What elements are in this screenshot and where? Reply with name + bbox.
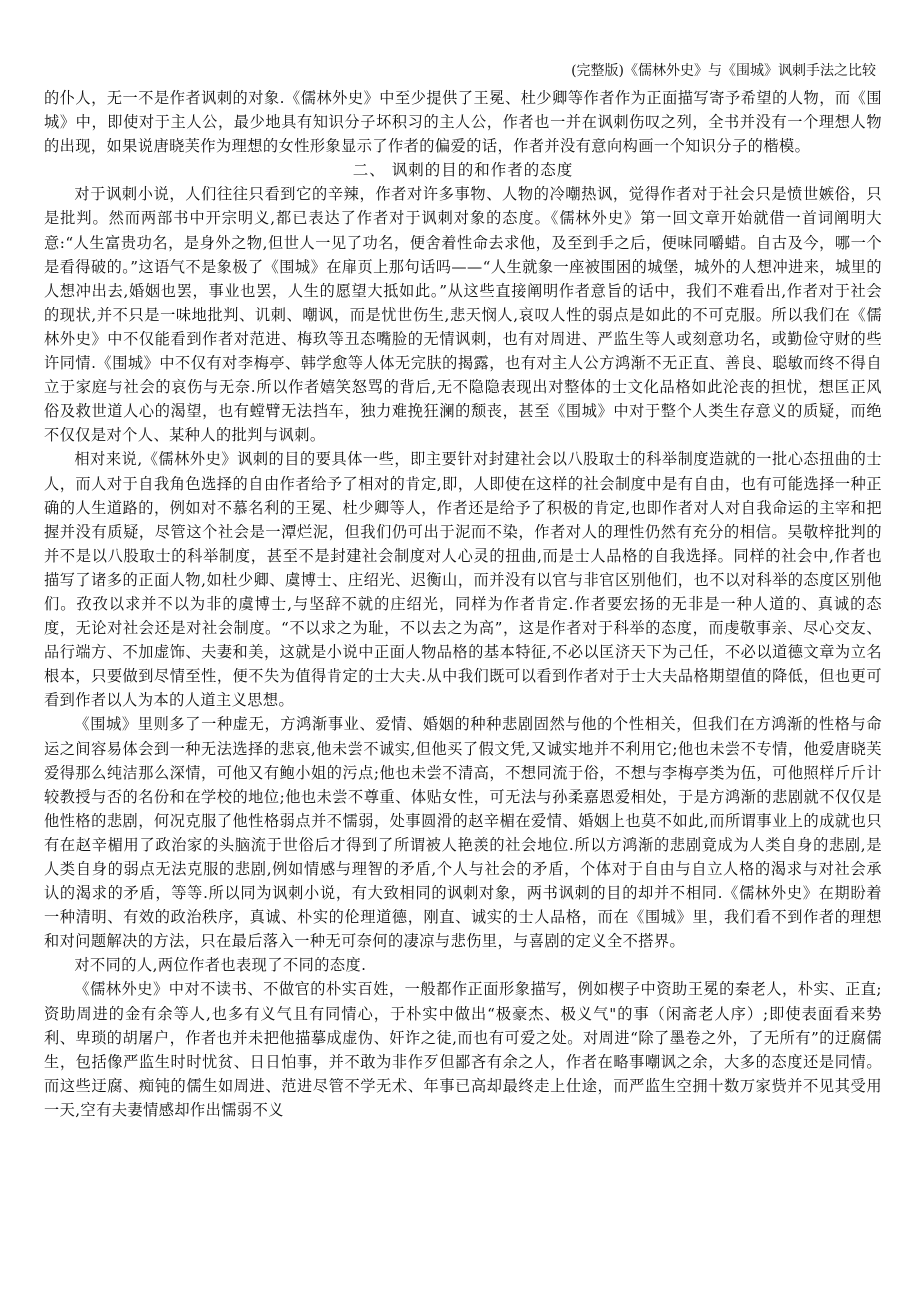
running-header: (完整版)《儒林外史》与《围城》讽刺手法之比较 — [571, 63, 876, 79]
paragraph: 《围城》里则多了一种虚无，方鸿渐事业、爱情、婚姻的种种悲剧固然与他的个性相关，但我们在方鸿渐的性格与命运之间容易体会到一种无法选择的悲哀,他未尝不诚实,但他买了假文凭,又诚实地并不利用它;他也未尝不专情，他爱唐晓芙爱得那么纯洁那么深情，可他又有鲍小姐的污点;他也未尝不清高，不想同流于俗，不想与李梅亭类为伍，可他照样斤斤计较教授与否的名份和在学校的地位;他也未尝不尊重、体贴女性，可无法与孙柔嘉恩爱相处，于是方鸿渐的悲剧就不仅仅是他性格的悲剧，何况克服了他性格弱点并不懦弱，处事圆滑的赵辛楣在爱情、婚姻上也莫不如此,而所谓事业上的成就也只有在赵辛楣用了政治家的头脑流于世俗后才得到了所谓被人艳羡的社会地位.所以方鸿渐的悲剧竟成为人类自身的悲剧,是人类自身的弱点无法克服的悲剧,例如情感与理智的矛盾,个人与社会的矛盾，个体对于自由与自立人格的渴求与对社会承认的渴求的矛盾，等等.所以同为讽刺小说，有大致相同的讽刺对象，两书讽刺的目的却并不相同.《儒林外史》在期盼着一种清明、有效的政治秩序，真诚、朴实的伦理道德，刚直、诚实的士人品格，而在《围城》里，我们看不到作者的理想和对问题解决的方法，只在最后落入一种无可奈何的凄凉与悲伤里，与喜剧的定义全不搭界。 — [44, 715, 882, 951]
paragraph: 对于讽刺小说，人们往往只看到它的辛辣，作者对许多事物、人物的冷嘲热讽，觉得作者对于社会只是愤世嫉俗，只是批判。然而两部书中开宗明义,都已表达了作者对于讽刺对象的态度。《儒林外史》第一回文章开始就借一首词阐明大意:“人生富贵功名，是身外之物,但世人一见了功名，便舍着性命去求他，及至到手之后，便味同嚼蜡。自古及今，哪一个是看得破的。”这语气不是象极了《围城》在扉页上那句话吗——“人生就象一座被围困的城堡，城外的人想冲进来，城里的人想冲出去,婚姻也罢，事业也罢，人生的愿望大抵如此。”从这些直接阐明作者意旨的话中，我们不难看出,作者对于社会的现状,并不只是一味地批判、讥刺、嘲讽，而是忧世伤生,悲天悯人,哀叹人性的弱点是如此的不可克服。所以我们在《儒林外史》中不仅能看到作者对范进、梅玖等丑态嘴脸的无情讽刺，也有对周进、严监生等人或刻意功名，或勤俭守财的些许同情.《围城》中不仅有对李梅亭、韩学愈等人体无完肤的揭露，也有对主人公方鸿渐不无正直、善良、聪敏而终不得自立于家庭与社会的哀伤与无奈.所以作者嬉笑怒骂的背后,无不隐隐表现出对整体的士文化品格如此沦丧的担忧，想匡正风俗及救世道人心的渴望，也有螳臂无法挡车，独力难挽狂澜的颓丧，甚至《围城》中对于整个人类生存意义的质疑，而绝不仅仅是对个人、某种人的批判与讽刺。 — [44, 185, 882, 445]
paragraph: 《儒林外史》中对不读书、不做官的朴实百姓，一般都作正面形象描写，例如楔子中资助王冕的秦老人，朴实、正直;资助周进的金有余等人,也多有义气且有同情心，于朴实中做出“极豪杰、极义气"的事（闲斋老人序）;即使表面看来势利、卑琐的胡屠户，作者也并未把他描摹成虚伪、奸诈之徒,而也有可爱之处。对周进“除了墨卷之外，了无所有”的迂腐儒生，包括像严监生时时忧贫、日日怕事，并不敢为非作歹但鄙吝有余之人，作者在略事嘲讽之余，大多的态度还是同情。而这些迂腐、痴钝的儒生如周进、范进尽管不学无术、年事已高却最终走上仕途，而严监生空拥十数万家赀并不见其受用一天,空有夫妻情感却作出懦弱不义 — [44, 980, 882, 1119]
paragraph-continued: 的仆人，无一不是作者讽刺的对象.《儒林外史》中至少提供了王冕、杜少卿等作者作为正面描写寄予希望的人物，而《围城》中，即使对于主人公，最少地具有知识分子坏积习的主人公，作者也一并在讽刺伤叹之列，全书并没有一个理想人物的出现，如果说唐晓芙作为理想的女性形象显示了作者的偏爱的话，作者并没有意向构画一个知识分子的楷模。 — [44, 89, 882, 156]
paragraph: 相对来说,《儒林外史》讽刺的目的要具体一些，即主要针对封建社会以八股取士的科举制度造就的一批心态扭曲的士人，而人对于自我角色选择的自由作者给予了相对的肯定,即，人即使在这样的社会制度中是有自由，也有可能选择一种正确的人生道路的，例如对不慕名利的王冕、杜少卿等人，作者还是给予了积极的肯定,也即作者对人对自我命运的主宰和把握并没有质疑，尽管这个社会是一潭烂泥，但我们仍可出于泥而不染，作者对人的理性仍然有充分的相信。吴敬梓批判的并不是以八股取士的科举制度，甚至不是封建社会制度对人心灵的扭曲,而是士人品格的自我选择。同样的社会中,作者也描写了诸多的正面人物,如杜少卿、虞博士、庄绍光、迟衡山，而并没有以官与非官区别他们，也不以对科举的态度区别他们。孜孜以求并不以为非的虞博士,与坚辞不就的庄绍光，同样为作者肯定.作者要宏扬的无非是一种人道的、真诚的态度，无论对社会还是对社会制度。“不以求之为耻，不以去之为高”，这是作者对于科举的态度，而虔敬事亲、尽心交友、品行端方、不加虚饰、夫妻和美，这就是小说中正面人物品格的基本特征,不必以匡济天下为己任，不必以道德文章为立名根本，只要做到尽情至性，便不失为值得肯定的士大夫.从中我们既可以看到作者对于士大夫品格期望值的降低，但也更可看到作者以人为本的人道主义思想。 — [44, 450, 882, 710]
document-body — [44, 86, 882, 1122]
paragraph: 对不同的人,两位作者也表现了不同的态度. — [74, 956, 367, 975]
section-heading: 二、 讽刺的目的和作者的态度 — [352, 161, 574, 180]
